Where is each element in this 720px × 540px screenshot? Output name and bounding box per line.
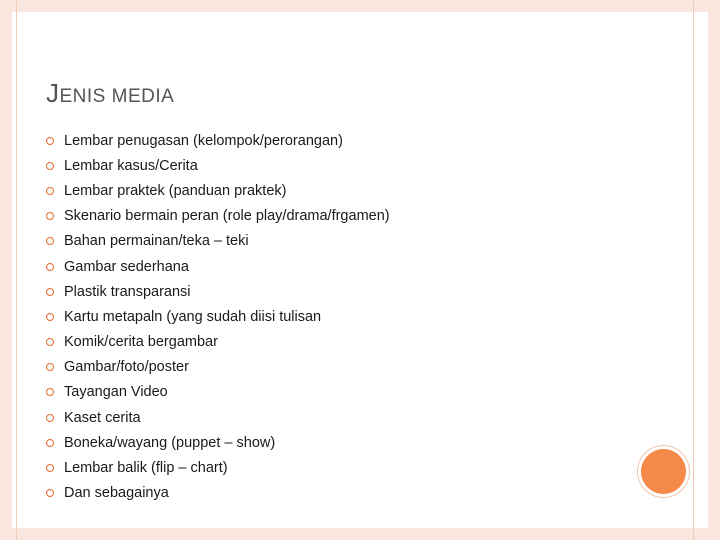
- list-item-text: Lembar penugasan (kelompok/perorangan): [64, 132, 343, 149]
- bullet-icon: [46, 212, 54, 220]
- list-item-text: Kaset cerita: [64, 409, 141, 426]
- bullet-icon: [46, 288, 54, 296]
- bullet-icon: [46, 162, 54, 170]
- list-item-text: Lembar kasus/Cerita: [64, 157, 198, 174]
- bullet-icon: [46, 414, 54, 422]
- list-item: [46, 405, 390, 430]
- list-item: [46, 455, 390, 480]
- list-item: [46, 304, 390, 329]
- bullet-icon: [46, 187, 54, 195]
- bullet-icon: [46, 439, 54, 447]
- frame-line-right: [693, 0, 694, 540]
- media-list: [46, 128, 390, 506]
- list-item-text: Tayangan Video: [64, 384, 168, 401]
- list-item-text: Gambar/foto/poster: [64, 359, 189, 376]
- list-item: [46, 254, 390, 279]
- title-rest: ENIS MEDIA: [59, 86, 175, 107]
- list-item: [46, 128, 390, 153]
- decor-circle: [641, 449, 686, 494]
- list-item-text: Kartu metapaln (yang sudah diisi tulisan: [64, 308, 322, 325]
- frame-line-left: [16, 0, 17, 540]
- list-item: [46, 153, 390, 178]
- list-item: [46, 178, 390, 203]
- list-item: [46, 229, 390, 254]
- list-item: [46, 355, 390, 380]
- list-item: [46, 330, 390, 355]
- list-item: [46, 430, 390, 455]
- list-item-text: Skenario bermain peran (role play/drama/frgamen): [64, 208, 390, 225]
- list-item: [46, 481, 390, 506]
- list-item-text: Lembar balik (flip – chart): [64, 460, 228, 477]
- bullet-icon: [46, 388, 54, 396]
- list-item-text: Dan sebagainya: [64, 485, 169, 502]
- list-item-text: Komik/cerita bergambar: [64, 334, 218, 351]
- list-item-text: Gambar sederhana: [64, 258, 189, 275]
- bullet-icon: [46, 313, 54, 321]
- bullet-icon: [46, 363, 54, 371]
- bullet-icon: [46, 237, 54, 245]
- bullet-icon: [46, 263, 54, 271]
- list-item: [46, 204, 390, 229]
- slide-title: [46, 78, 174, 109]
- bullet-icon: [46, 464, 54, 472]
- list-item-text: Lembar praktek (panduan praktek): [64, 182, 287, 199]
- list-item-text: Boneka/wayang (puppet – show): [64, 434, 276, 451]
- title-initial: J: [46, 78, 60, 108]
- list-item-text: Plastik transparansi: [64, 283, 191, 300]
- list-item-text: Bahan permainan/teka – teki: [64, 233, 249, 250]
- list-item: [46, 279, 390, 304]
- bullet-icon: [46, 137, 54, 145]
- bullet-icon: [46, 489, 54, 497]
- list-item: [46, 380, 390, 405]
- bullet-icon: [46, 338, 54, 346]
